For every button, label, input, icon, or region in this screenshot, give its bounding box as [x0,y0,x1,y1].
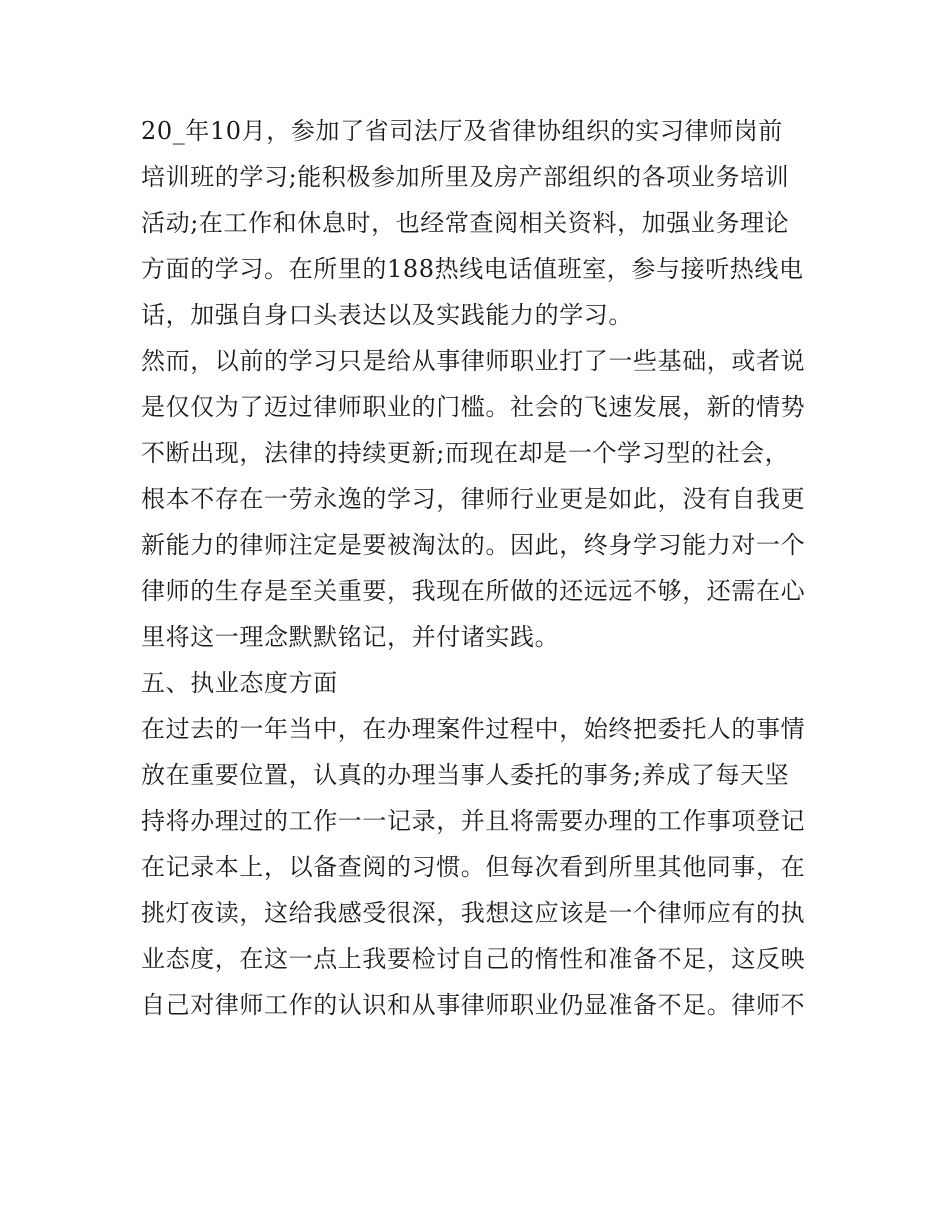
text-line: 挑灯夜读，这给我感受很深，我想这应该是一个律师应有的执 [141,899,806,927]
text-line: 业态度，在这一点上我要检讨自己的惰性和准备不足，这反映 [141,945,806,973]
text-line: 是仅仅为了迈过律师职业的门槛。社会的飞速发展，新的情势 [141,393,806,421]
text-line: 放在重要位置，认真的办理当事人委托的事务;养成了每天坚 [141,761,790,789]
text-line: 20_年10月，参加了省司法厅及省律协组织的实习律师岗前 [141,117,783,145]
text-line: 里将这一理念默默铭记，并付诸实践。 [141,623,560,651]
text-line: 活动;在工作和休息时，也经常查阅相关资料，加强业务理论 [141,209,790,237]
text-line: 方面的学习。在所里的188热线电话值班室，参与接听热线电 [141,255,804,283]
text-line: 新能力的律师注定是要被淘汰的。因此，终身学习能力对一个 [141,531,806,559]
text-line: 不断出现，法律的持续更新;而现在却是一个学习型的社会， [141,439,790,467]
text-line: 在记录本上，以备查阅的习惯。但每次看到所里其他同事，在 [141,853,806,881]
text-line: 律师的生存是至关重要，我现在所做的还远远不够，还需在心 [141,577,806,605]
text-line: 然而，以前的学习只是给从事律师职业打了一些基础，或者说 [141,347,806,375]
text-line: 话，加强自身口头表达以及实践能力的学习。 [141,301,633,329]
text-line: 自己对律师工作的认识和从事律师职业仍显准备不足。律师不 [141,991,806,1019]
text-line: 持将办理过的工作一一记录，并且将需要办理的工作事项登记 [141,807,806,835]
section-heading: 五、执业态度方面 [141,669,338,697]
text-line: 根本不存在一劳永逸的学习，律师行业更是如此，没有自我更 [141,485,806,513]
text-line: 在过去的一年当中，在办理案件过程中，始终把委托人的事情 [141,715,806,743]
text-line: 培训班的学习;能积极参加所里及房产部组织的各项业务培训 [141,163,790,191]
document-body [141,108,821,1028]
